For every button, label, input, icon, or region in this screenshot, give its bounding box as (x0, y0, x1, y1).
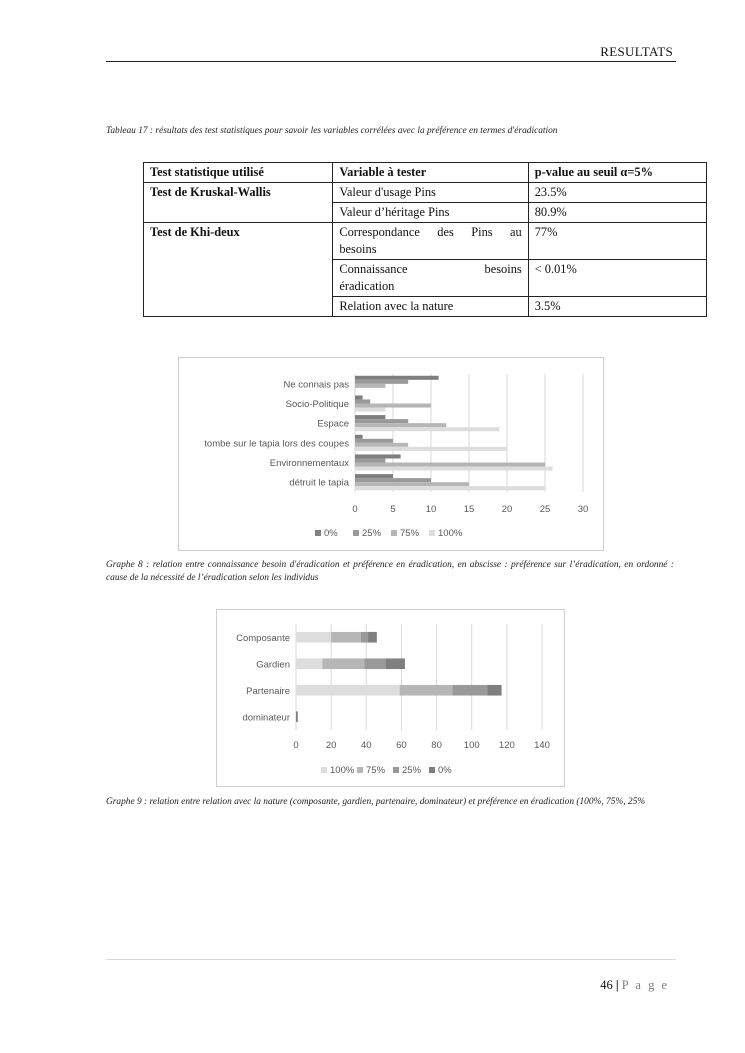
x-tick-label: 0 (293, 740, 299, 751)
bar (355, 427, 499, 431)
graph-9-chart (217, 610, 564, 786)
bar (355, 376, 439, 380)
bar-segment (368, 632, 377, 643)
bar-segment (296, 632, 331, 643)
x-tick-label: 100 (463, 740, 480, 751)
header-rule (106, 61, 676, 62)
test-method-cell: Test de Kruskal-Wallis (144, 183, 333, 223)
variable-cell-line: Connaissance besoins (339, 262, 522, 276)
variable-cell (333, 260, 528, 297)
x-tick-label: 120 (498, 740, 515, 751)
y-category-label: Ne connais pas (283, 379, 349, 391)
bar (355, 399, 370, 403)
legend-swatch (315, 530, 321, 536)
bar (355, 458, 385, 462)
variable-cell: Valeur d’héritage Pins (333, 203, 528, 223)
legend-label: 75% (366, 765, 386, 776)
bar-segment (296, 658, 322, 669)
bar-segment (488, 685, 502, 696)
y-category-label: détruit le tapia (289, 477, 349, 489)
graph-8-container (178, 357, 604, 551)
table-caption: Tableau 17 : résultats des test statistiques pour savoir les variables corrélées avec la préférence en termes d'éradication (106, 126, 558, 136)
footer-rule (106, 959, 676, 960)
bar (355, 467, 553, 471)
bar-segment (331, 632, 361, 643)
bar (355, 435, 363, 439)
bar-segment (452, 685, 487, 696)
legend-swatch (429, 530, 435, 536)
test-method-cell: Test de Khi-deux (144, 223, 333, 317)
bar (355, 482, 469, 486)
x-tick-label: 5 (390, 504, 396, 515)
bar (355, 408, 385, 412)
page-footer (600, 978, 669, 993)
bar (355, 447, 507, 451)
legend-label: 75% (400, 528, 420, 539)
footer-separator: | (615, 978, 619, 992)
legend-swatch (429, 767, 435, 773)
x-tick-label: 15 (463, 504, 475, 515)
legend-swatch (357, 767, 363, 773)
bar (355, 415, 385, 419)
bar (355, 478, 431, 482)
bar-segment (400, 685, 453, 696)
bar (355, 463, 545, 467)
variable-cell (333, 223, 528, 260)
table-header-cell: p-value au seuil α=5% (528, 163, 706, 183)
bar-segment (296, 711, 298, 722)
bar-segment (365, 658, 386, 669)
legend-label: 0% (438, 765, 452, 776)
y-category-label: Espace (317, 418, 349, 430)
y-category-label: Partenaire (246, 685, 290, 697)
x-tick-label: 140 (534, 740, 550, 751)
table-header-row (144, 163, 707, 183)
variable-cell-line: éradication (339, 279, 395, 293)
legend-swatch (321, 767, 327, 773)
y-category-label: Composante (236, 632, 290, 644)
bar (355, 454, 401, 458)
bar (355, 404, 431, 408)
bar-segment (296, 685, 400, 696)
variable-cell: Valeur d'usage Pins (333, 183, 528, 203)
x-tick-label: 20 (501, 504, 513, 515)
legend-swatch (391, 530, 397, 536)
page-label: P a g e (621, 978, 669, 992)
bar (355, 443, 408, 447)
graph-8-chart (179, 358, 603, 550)
legend-label: 100% (438, 528, 463, 539)
statistics-table (143, 162, 707, 317)
pvalue-cell: 3.5% (528, 297, 706, 317)
bar (355, 486, 545, 490)
graph-8-caption: Graphe 8 : relation entre connaissance besoin d'éradication et préférence en éradication, en abscisse : préférence sur l’éradication, en ordonné : cause de la nécessité de l’éradication selon les individus (106, 560, 674, 583)
pvalue-cell: 80.9% (528, 203, 706, 223)
table-header-cell: Test statistique utilisé (144, 163, 333, 183)
x-tick-label: 25 (539, 504, 551, 515)
x-tick-label: 0 (352, 504, 358, 515)
y-category-label: dominateur (242, 712, 290, 724)
x-tick-label: 60 (396, 740, 407, 751)
pvalue-cell: 77% (528, 223, 706, 260)
legend-label: 100% (330, 765, 355, 776)
legend-swatch (353, 530, 359, 536)
legend-swatch (393, 767, 399, 773)
variable-cell-line: besoins (339, 242, 377, 256)
bar (355, 419, 408, 423)
bar (355, 395, 363, 399)
page-header-title: RESULTATS (600, 44, 673, 59)
x-tick-label: 20 (325, 740, 337, 751)
pvalue-cell: 23.5% (528, 183, 706, 203)
legend-label: 25% (362, 528, 382, 539)
bar (355, 439, 393, 443)
y-category-label: Socio-Politique (285, 399, 349, 410)
bar-segment (361, 632, 368, 643)
bar (355, 384, 385, 388)
graph-9-container (216, 609, 565, 787)
bar-segment (322, 658, 364, 669)
y-category-label: Environnementaux (269, 458, 349, 469)
legend-label: 25% (402, 765, 422, 776)
y-category-label: Gardien (256, 659, 290, 671)
variable-cell-line: Correspondance des Pins au (339, 225, 522, 239)
bar (355, 474, 393, 478)
pvalue-cell: < 0.01% (528, 260, 706, 297)
x-tick-label: 40 (360, 740, 372, 751)
x-tick-label: 30 (577, 504, 589, 515)
table-header-cell: Variable à tester (333, 163, 528, 183)
page-number: 46 (600, 978, 613, 992)
variable-cell: Relation avec la nature (333, 297, 528, 317)
graph-9-caption: Graphe 9 : relation entre relation avec la nature (composante, gardien, partenaire, dominateur) et préférence en éradication (100%, 75%, 25% (106, 797, 646, 807)
bar (355, 423, 446, 427)
bar-segment (386, 658, 405, 669)
x-tick-label: 10 (425, 504, 437, 515)
table-row (144, 223, 707, 260)
legend-label: 0% (324, 528, 338, 539)
x-tick-label: 80 (431, 740, 442, 751)
table-row (144, 183, 707, 203)
y-category-label: tombe sur le tapia lors des coupes (204, 438, 349, 450)
bar (355, 380, 408, 384)
